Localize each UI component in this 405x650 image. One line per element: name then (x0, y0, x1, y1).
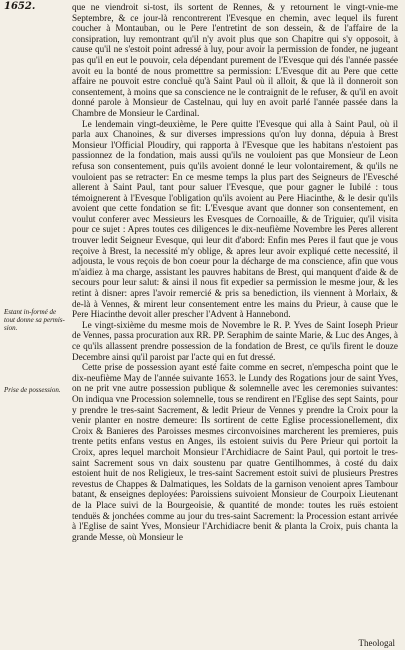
paragraph-1: que ne viendroit si-tost, ils sortent de Rennes, & y retournent le vingt-vnie-me Septembre, & ce jour-là rencontrerent l'Evesque en chemin, avec lequel ils furent coucher à Montauban, ou le Pere l'entretint de son dessein, & de l'affaire de la consipration, luy remontrant qu'il n'y avoit plus que son Chapitre qui s'y opposoit, à cause qu'il ne s'estoit point adressé à luy, pour avoir la permission de fonder, ne jugeant pas qu'il en eut le pouvoir, cela dépendant purement de l'Evesque qui dés l'année passée avoit eu la bonté de nous prometttre sa permission: L'Evesque dit au Pere que cette affaire ne pouvoit estre concluë qu'à Saint Paul où il alloit, & que là il donneroit son consentement, à moins que sa conscience ne le contraignit de le refuser, & qu'il en avoit donné parole à Monsieur de Castelnau, qui luy en avoit parlé l'année passée dans la Chambre de Monsieur le Cardinal. (72, 2, 398, 118)
page-year: 1652. (4, 1, 36, 12)
paragraph-2: Le lendemain vingt-deuxième, le Pere quitte l'Evesque qui alla à Saint Paul, où il parla aux Chanoines, & sur diverses impressions qu'on luy donna, dépuia à Brest Monsieur l'Official Ploudiry, qui rapporta à l'Evesque que les habitans n'estoient pas passionnez de la fondation, mais aussi qu'ils ne vouloient pas que Monsieur de Leon refusa son consentement, puis qu'ils avoient donné le leur volontairement, & qu'ils ne vouloient pas se retracter: En ce mesme temps la plus part des Seigneurs de l'Evesché allerent à Saint Paul, tant pour saluer l'Evesque, que pour gagner le Iubilé : tous témoignerent à l'Evesque l'obligation qu'ils avoient au Pere Hiacinthe, & le desir qu'ils avoient que cette fondation se fit: L'Evesque avant que donner son consentement, en voulut conferer avec Messieurs les Evesques de Cornoaille, & de Triguier, qu'il visita pour ce sujet : Apres toutes ces diligences le dix-neufième Novembre les Peres allerent trouver ledit Seigneur Evesque, qui leur dit d'abord: Enfin mes Peres il faut que je vous reçoive à Brest, la necessité m'y oblige, & apres leur avoir expliqué cette necessité, il adjousta, le vous reçois de bon coeur pour la décharge de ma conscience, afin que vous m'aidiez à ma charge, assistant les pauvres habitans de Brest, qui manquent d'aide & de secours pour leur salut: & ainsi il nous fit expedier sa permission le mesme jour, & les retint à disner: apres l'avoir remercié & pris sa benediction, ils viennent à Morlaix, & de-là à Vennes, & mirent leur consentement entre les mains du Prieur, à cause que le Pere Hiacinthe devoit aller prescher l'Advent à Hannebond. (72, 118, 398, 320)
paragraph-3: Le vingt-sixième du mesme mois de Novembre le R. P. Yves de Saint Ioseph Prieur de Vennes, passa procuration aux RR. PP. Seraphim de sainte Marie, & Luc des Anges, à ce qu'ils allassent prendre possession de la fondation de Brest, ce qu'ils firent le douze Decembre ainsi qu'il paroist par l'acte qui en fut dressé. (72, 319, 398, 362)
paragraph-4: Cette prise de possession ayant esté faite comme en secret, n'empescha point que le dix-neufième May de l'année suivante 1653. le Lundy des Rogations jour de saint Yves, on ne prit vne autre possession publique & solemnelle avec les ceremonies suivantes: On indiqua vne Procession solemnelle, tous se rendirent en l'Eglise des sept Saints, pour y prendre le tres-saint Sacrement, & ledit Prieur de Vennes y prendre la Croix pour la venir planter en nostre demeure: Ils sortirent de cette Eglise processionellement, dix Croix & Banieres des Paroisses mesmes circonvoisines marcherent les premieres, puis trente petits enfans vestus en Anges, ils estoient suivis du Pere Prieur qui portoit la Croix, apres lequel marchoit Monsieur l'Archidiacre de Saint Paul, qui portoit le tres-saint Sacrement sous vn daix soustenu par quatre Gentilhommes, à costé du daix estoient huit de nos Religieux, le tres-saint Sacrement estoit suivi de plusieurs Prestres revestus de Chappes & Dalmatiques, les Soldats de la garnison venoient apres Tambour batant, & enseignes deployées: Paroissiens suivoient Monsieur de Courpoix Lieutenant de la Place suivi de la Bourgeoisie, & quantité de monde: toutes les ruës estoient tenduës & jonchées comme au jour du tres-saint Sacrement: la Procession estant arrivée à l'Eglise de saint Yves, Monsieur l'Archidiacre benit & planta la Croix, puis chanta la grande Messe, où Monsieur le (72, 362, 398, 542)
margin-note-possession: Prise de possession. (4, 386, 61, 394)
margin-note-permission: Estant in-formé de tout donne sa permis-sion. (4, 308, 65, 332)
catchword: Theologal (358, 638, 395, 648)
body-text (72, 2, 398, 542)
